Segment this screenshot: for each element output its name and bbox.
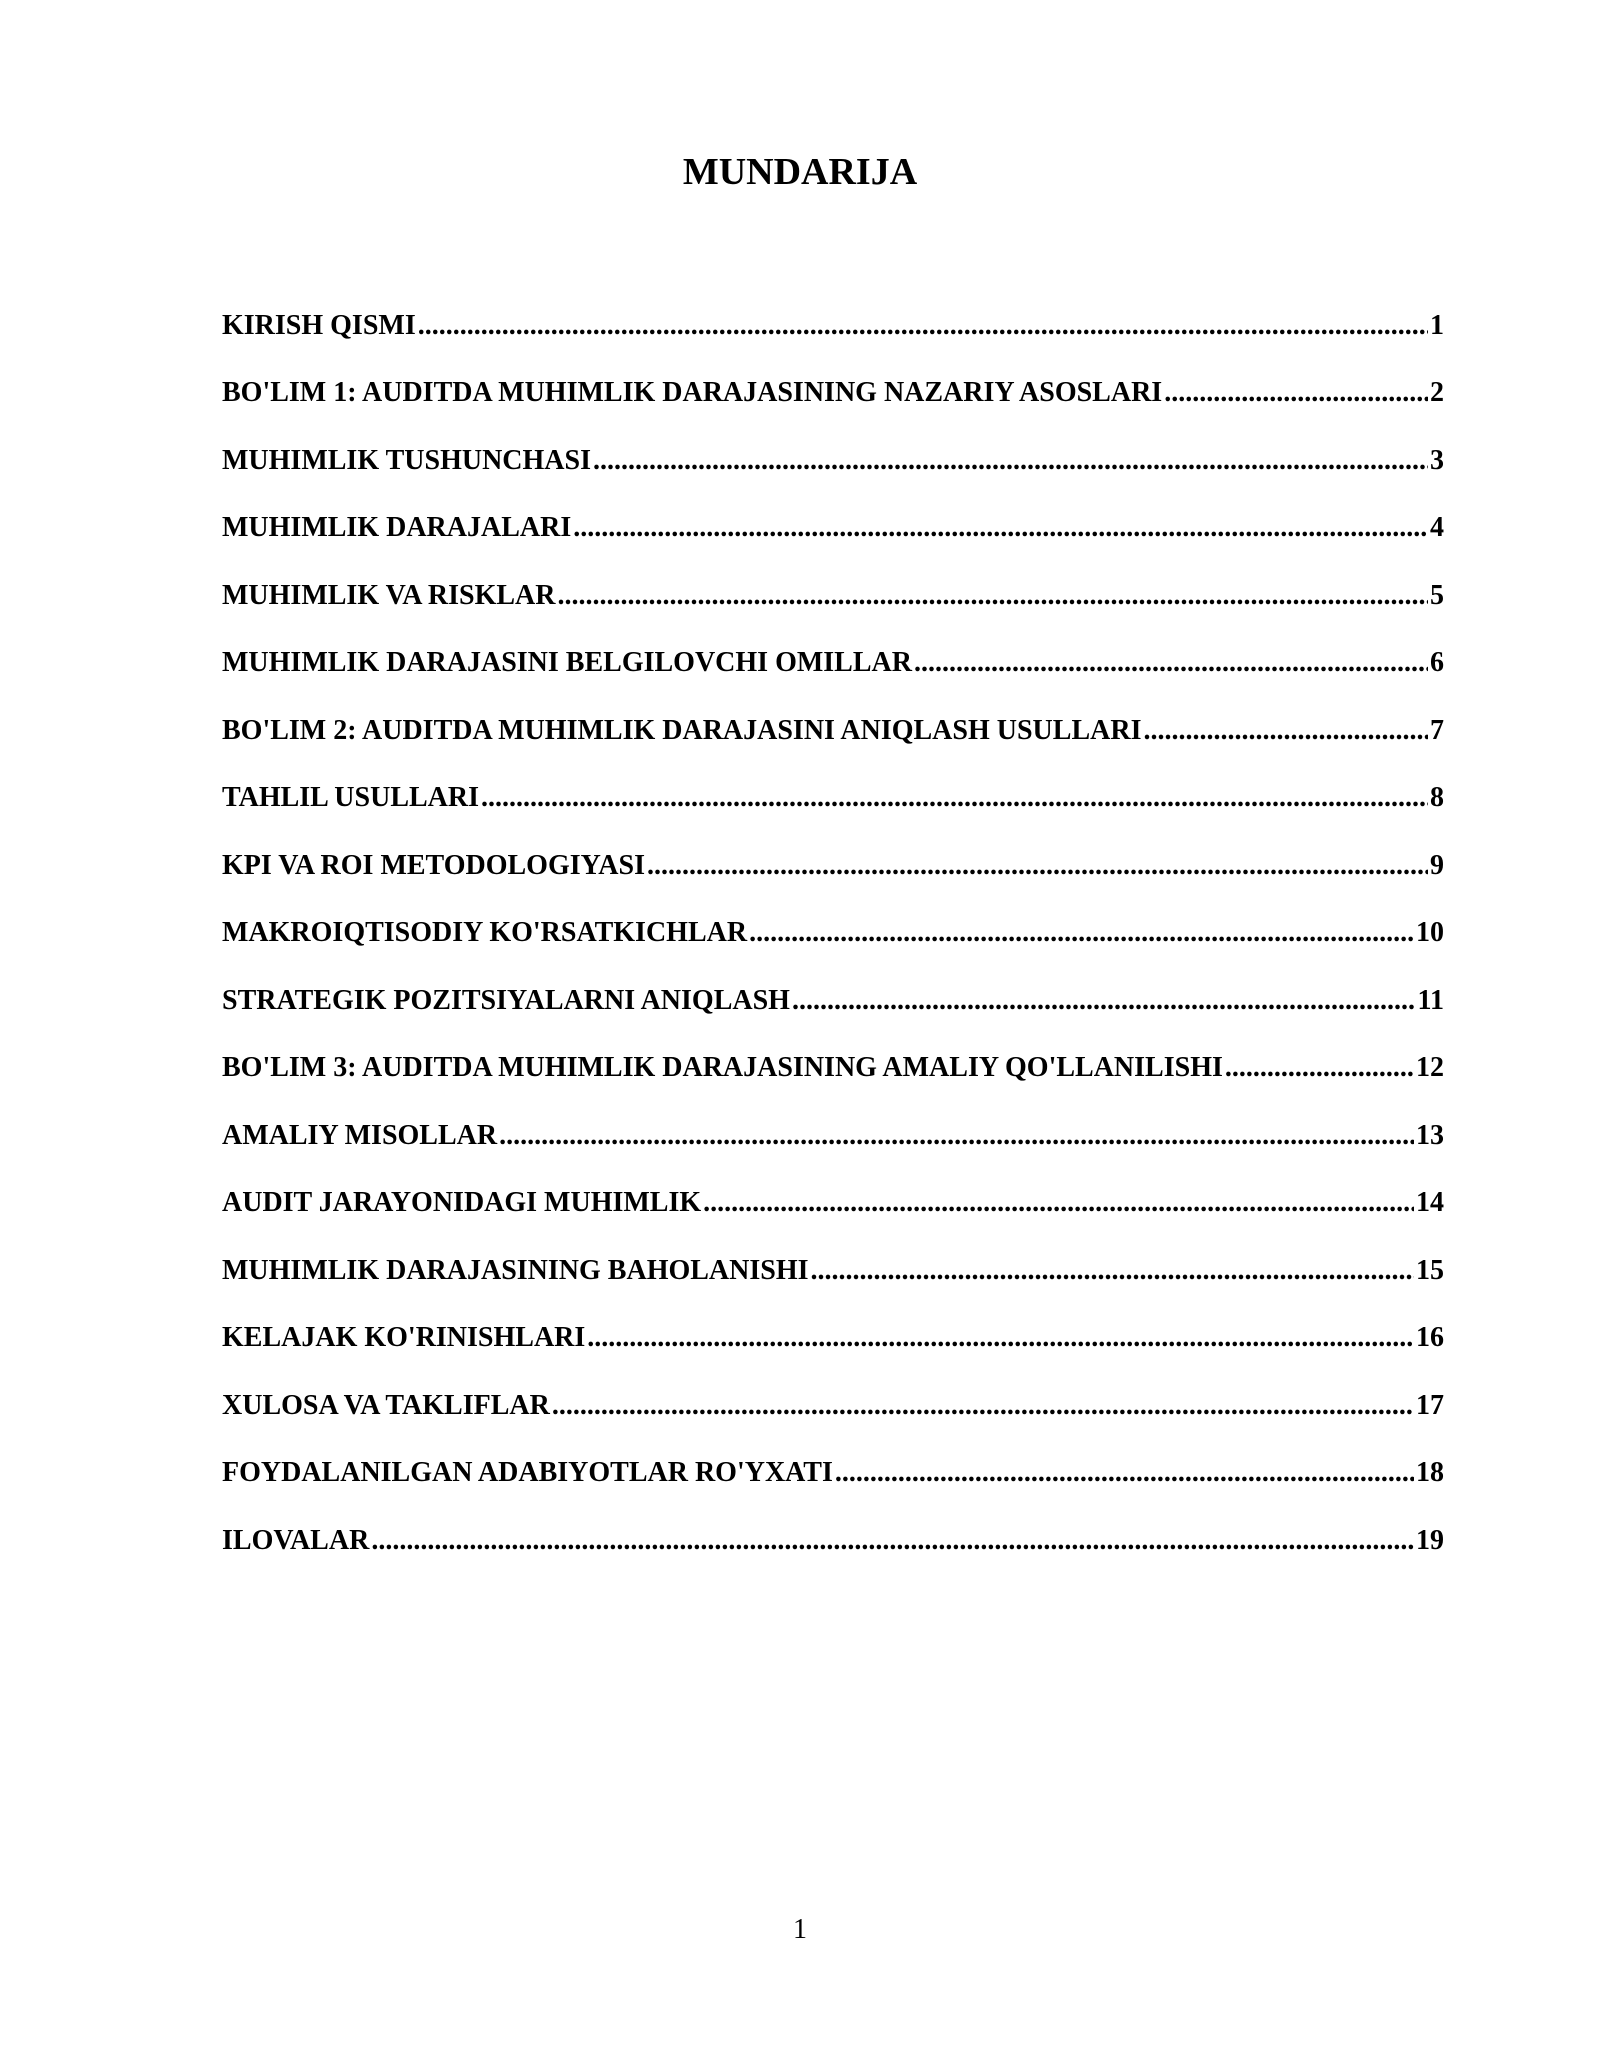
toc-entry[interactable] [222,1237,1444,1305]
toc-entry-page: 14 [1416,1187,1444,1219]
toc-entry-label: XULOSA VA TAKLIFLAR [222,1389,550,1421]
toc-entry-label: BO'LIM 3: AUDITDA MUHIMLIK DARAJASINING AMALIY QO'LLANILISHI [222,1052,1223,1084]
toc-entry[interactable] [222,697,1444,765]
toc-entry[interactable] [222,832,1444,900]
toc-entry-page: 19 [1416,1524,1444,1556]
toc-entry-page: 7 [1430,714,1444,746]
toc-entry[interactable] [222,630,1444,698]
toc-entry-page: 16 [1416,1322,1444,1354]
toc-entry[interactable] [222,1507,1444,1575]
page-title: MUNDARIJA [682,151,918,193]
toc-entry-page: 5 [1430,579,1444,611]
toc-entry-label: AUDIT JARAYONIDAGI MUHIMLIK [222,1187,702,1219]
toc-leader-dots [418,309,1428,343]
toc-entry-page: 15 [1416,1254,1444,1286]
toc-leader-dots [703,1186,1414,1220]
toc-leader-dots [835,1456,1414,1490]
toc-entry[interactable] [222,427,1444,495]
toc-entry[interactable] [222,1102,1444,1170]
toc-entry[interactable] [222,1440,1444,1508]
toc-entry-label: TAHLIL USULLARI [222,782,480,814]
toc-entry[interactable] [222,900,1444,968]
toc-entry-label: MUHIMLIK TUSHUNCHASI [222,444,591,476]
toc-entry-page: 3 [1430,444,1444,476]
toc-entry-page: 13 [1416,1119,1444,1151]
page-number: 1 [793,1914,807,1945]
toc-leader-dots [552,1389,1414,1423]
toc-entry[interactable] [222,1170,1444,1238]
toc-entry-page: 11 [1417,984,1444,1016]
toc-leader-dots [792,984,1416,1018]
toc-entry-label: STRATEGIK POZITSIYALARNI ANIQLASH [222,984,790,1016]
toc-leader-dots [593,444,1428,478]
toc-entry-label: ILOVALAR [222,1524,370,1556]
toc-entry-page: 2 [1430,377,1444,409]
toc-leader-dots [1143,714,1428,748]
toc-leader-dots [811,1254,1414,1288]
toc-entry[interactable] [222,765,1444,833]
toc-entry-page: 12 [1416,1052,1444,1084]
toc-entry-page: 1 [1430,309,1444,341]
toc-entry-label: MUHIMLIK DARAJASINING BAHOLANISHI [222,1254,809,1286]
toc-entry[interactable] [222,1305,1444,1373]
toc-entry[interactable] [222,292,1444,360]
toc-entry-page: 8 [1430,782,1444,814]
toc-leader-dots [749,916,1414,950]
toc-entry-label: KIRISH QISMI [222,309,416,341]
toc-entry[interactable] [222,1372,1444,1440]
toc-entry-page: 18 [1416,1457,1444,1489]
toc-entry[interactable] [222,1035,1444,1103]
toc-entry[interactable] [222,360,1444,428]
toc-entry-label: FOYDALANILGAN ADABIYOTLAR RO'YXATI [222,1457,833,1489]
toc-leader-dots [1164,376,1428,410]
toc-entry[interactable] [222,495,1444,563]
toc-entry[interactable] [222,967,1444,1035]
toc-leader-dots [1225,1051,1414,1085]
toc-entry-page: 9 [1430,849,1444,881]
toc-entry-page: 6 [1430,647,1444,679]
toc-entry-label: KELAJAK KO'RINISHLARI [222,1322,586,1354]
toc-leader-dots [481,781,1428,815]
toc-entry-label: MUHIMLIK VA RISKLAR [222,579,556,611]
toc-entry-label: BO'LIM 1: AUDITDA MUHIMLIK DARAJASINING NAZARIY ASOSLARI [222,377,1163,409]
toc-entry-label: MUHIMLIK DARAJALARI [222,512,572,544]
toc-entry[interactable] [222,562,1444,630]
toc-leader-dots [557,579,1428,613]
toc-leader-dots [914,646,1428,680]
toc-entry-page: 4 [1430,512,1444,544]
toc-entry-label: KPI VA ROI METODOLOGIYASI [222,849,645,881]
toc-leader-dots [371,1524,1414,1558]
toc-leader-dots [587,1321,1414,1355]
toc-entry-label: BO'LIM 2: AUDITDA MUHIMLIK DARAJASINI ANIQLASH USULLARI [222,714,1142,746]
toc-leader-dots [499,1119,1414,1153]
toc-entry-label: MAKROIQTISODIY KO'RSATKICHLAR [222,917,748,949]
toc-entry-page: 10 [1416,917,1444,949]
toc-entry-label: MUHIMLIK DARAJASINI BELGILOVCHI OMILLAR [222,647,912,679]
toc-leader-dots [573,511,1428,545]
table-of-contents [222,292,1444,1575]
toc-entry-label: AMALIY MISOLLAR [222,1119,498,1151]
toc-leader-dots [647,849,1428,883]
toc-entry-page: 17 [1416,1389,1444,1421]
